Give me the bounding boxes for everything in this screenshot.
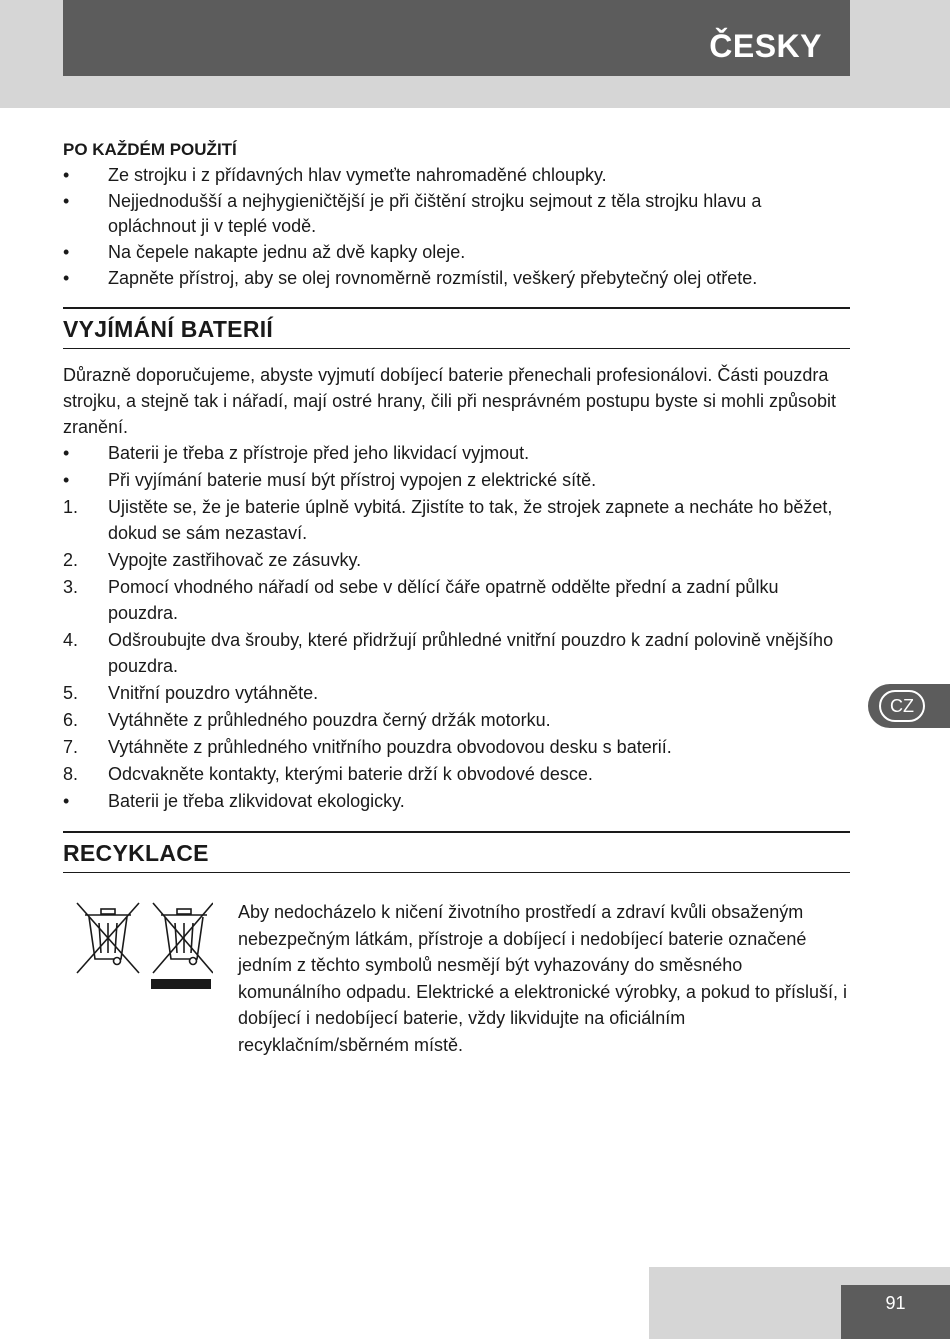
- list-item-text: Při vyjímání baterie musí být přístroj vypojen z elektrické sítě.: [108, 470, 597, 490]
- list-marker: •: [63, 791, 70, 811]
- after-use-list: [63, 163, 850, 291]
- list-marker: 5.: [63, 683, 79, 703]
- language-title: ČESKY: [709, 28, 822, 64]
- numbered-step: [63, 707, 850, 733]
- list-item-text: Odcvakněte kontakty, kterými baterie drží k obvodové desce.: [108, 764, 593, 784]
- battery-removal-steps: [63, 440, 850, 814]
- list-marker: 1.: [63, 497, 79, 517]
- recycling-title: RECYKLACE: [63, 831, 850, 873]
- list-marker: 3.: [63, 577, 79, 597]
- list-item-text: Vnitřní pouzdro vytáhněte.: [108, 683, 319, 703]
- list-item-text: Zapněte přístroj, aby se olej rovnoměrně rozmístil, veškerý přebytečný olej otřete.: [108, 268, 758, 288]
- list-marker: 2.: [63, 550, 79, 570]
- bullet-item: [63, 163, 850, 188]
- crossed-bin-icon: [77, 903, 139, 973]
- list-marker: •: [63, 470, 70, 490]
- header-title-box: [63, 0, 850, 76]
- recycling-section: [63, 899, 850, 1099]
- numbered-step: [63, 547, 850, 573]
- crossed-bin-with-bar-icon: [151, 903, 213, 989]
- language-side-tab: [868, 684, 950, 728]
- list-marker: •: [63, 242, 70, 262]
- numbered-step: [63, 734, 850, 760]
- list-marker: 6.: [63, 710, 79, 730]
- bullet-item: [63, 467, 850, 493]
- language-badge: CZ: [879, 690, 925, 722]
- bullet-item: [63, 266, 850, 291]
- list-item-text: Nejjednodušší a nejhygieničtější je při čištění strojku sejmout z těla strojku hlavu a opláchnout ji v teplé vodě.: [108, 191, 762, 236]
- list-item-text: Vytáhněte z průhledného pouzdra černý držák motorku.: [108, 710, 551, 730]
- weee-symbols: [73, 901, 213, 1001]
- list-marker: •: [63, 268, 70, 288]
- list-item-text: Vytáhněte z průhledného vnitřního pouzdra obvodovou desku s baterií.: [108, 737, 672, 757]
- battery-removal-intro: Důrazně doporučujeme, abyste vyjmutí dobíjecí baterie přenechali profesionálovi. Části pouzdra strojku, a stejně tak i nářadí, mají ostré hrany, čili při nesprávném postupu byste si mohli způsobit zranění.: [63, 365, 837, 437]
- numbered-step: [63, 680, 850, 706]
- page-number-box: [841, 1285, 950, 1339]
- list-marker: 4.: [63, 630, 79, 650]
- recycling-text: Aby nedocházelo k ničení životního prostředí a zdraví kvůli obsaženým nebezpečným látkám, přístroje a dobíjecí i nedobíjecí baterie označené jedním z těchto symbolů nesmějí být vyhazovány do směsného komunálního odpadu. Elektrické a elektronické výrobky, a pokud to přísluší, i dobíjecí i nedobíjecí baterie, vždy likvidujte na oficiálním recyklačním/sběrném místě.: [238, 902, 847, 1055]
- list-marker: •: [63, 443, 70, 463]
- after-use-heading: PO KAŽDÉM POUŽITÍ: [63, 140, 237, 159]
- list-marker: •: [63, 191, 70, 211]
- main-content: [63, 140, 850, 1099]
- numbered-step: [63, 574, 850, 626]
- list-item-text: Ze strojku i z přídavných hlav vymeťte nahromaděné chloupky.: [108, 165, 607, 185]
- list-item-text: Baterii je třeba zlikvidovat ekologicky.: [108, 791, 405, 811]
- bullet-item: [63, 788, 850, 814]
- list-marker: •: [63, 165, 70, 185]
- list-item-text: Vypojte zastřihovač ze zásuvky.: [108, 550, 362, 570]
- page-number: 91: [885, 1293, 906, 1313]
- list-item-text: Ujistěte se, že je baterie úplně vybitá. Zjistíte to tak, že strojek zapnete a necháte ho běžet, dokud se sám nezastaví.: [108, 497, 833, 543]
- list-item-text: Odšroubujte dva šrouby, které přidržují průhledné vnitřní pouzdro k zadní polovině vnějšího pouzdra.: [108, 630, 834, 676]
- numbered-step: [63, 627, 850, 679]
- bullet-item: [63, 440, 850, 466]
- bullet-item: [63, 189, 850, 239]
- numbered-step: [63, 494, 850, 546]
- bullet-item: [63, 240, 850, 265]
- numbered-step: [63, 761, 850, 787]
- list-marker: 8.: [63, 764, 79, 784]
- list-marker: 7.: [63, 737, 79, 757]
- list-item-text: Pomocí vhodného nářadí od sebe v dělící čáře opatrně oddělte přední a zadní půlku pouzdra.: [108, 577, 779, 623]
- list-item-text: Baterii je třeba z přístroje před jeho likvidací vyjmout.: [108, 443, 530, 463]
- list-item-text: Na čepele nakapte jednu až dvě kapky oleje.: [108, 242, 466, 262]
- battery-removal-title: VYJÍMÁNÍ BATERIÍ: [63, 307, 850, 349]
